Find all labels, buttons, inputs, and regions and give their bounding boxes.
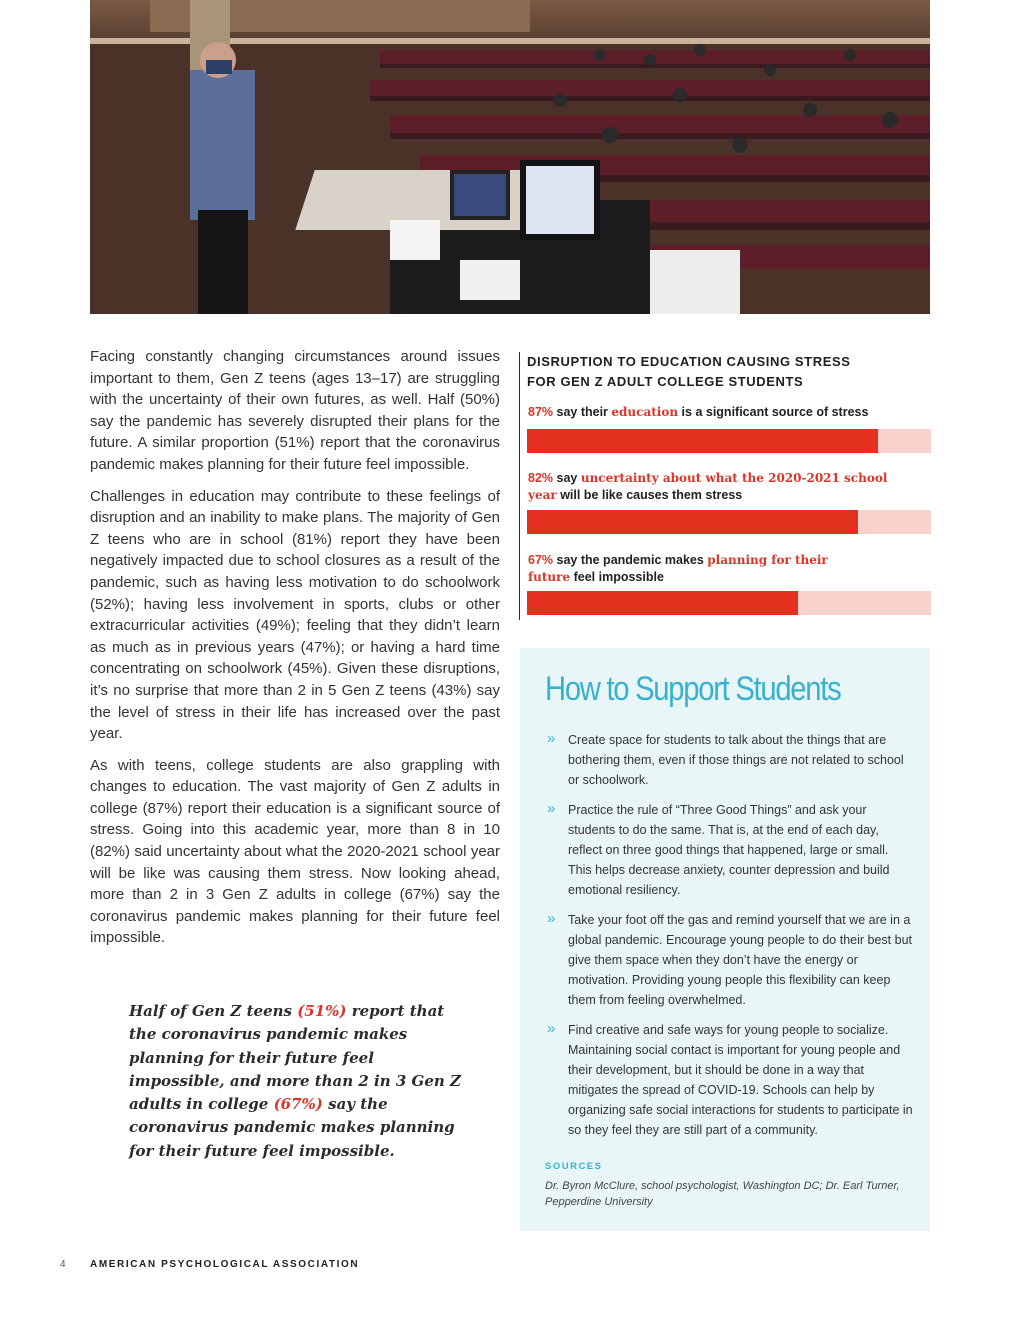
bar-pct: 82% [528,471,554,485]
bar-pct: 67% [528,553,554,567]
quote-highlight: (51%) [297,1002,347,1020]
bar-track [527,591,931,615]
body-paragraph: Challenges in education may contribute to these feelings of disruption and an inability to make plans. The majority of Gen Z teens who are in school (81%) report they have been negatively impacted due to school closures as a result of the pandemic, such as having less motivation to do schoolwork (52%); having less involvement in sports, clubs or other extracurricular activities (49%); feeling that they didn’t learn as much as in previous years (47%); or having a hard time concentrating on schoolwork (45%). Given these disruptions, it’s no surprise that more than 2 in 5 Gen Z teens (43%) say the level of stress in their life has increased over the past year. [90,487,500,743]
tip-item [545,910,915,1010]
sources-heading: SOURCES [545,1161,603,1172]
bar-text: feel impossible [570,569,664,584]
body-paragraph: As with teens, college students are also grappling with changes to education. The vast majority of Gen Z adults in college (87%) report their education is a significant source of stress. Going into this academic year, more than 8 in 10 (82%) said uncertainty about what the 2020-2021 school year will be like was causing them stress. Now looking ahead, more than 2 in 3 Gen Z adults in college (67%) say the coronavirus pandemic makes planning for their future feel impossible. [90,756,500,947]
bar-track [527,429,931,453]
bar-text: say their [553,405,612,419]
bar-fill [527,591,798,615]
body-text [90,346,500,959]
page-number: 4 [60,1259,66,1270]
tip-text: Take your foot off the gas and remind yourself that we are in a global pandemic. Encourage young people to do their best but give them space when they don’t have the energy or motivation. Providing young people this flexibility can keep them from feeling overwhelmed. [568,913,912,1007]
bar-text: is a significant source of stress [678,405,869,419]
lecture-hall-photo [90,0,930,314]
bar-fill [527,429,878,453]
bar-text: say [553,471,581,485]
bar-label [528,404,928,421]
chevron-right-icon: » [547,910,556,927]
tip-item [545,800,915,900]
footer-org: AMERICAN PSYCHOLOGICAL ASSOCIATION [90,1259,360,1270]
chevron-right-icon: » [547,730,556,747]
quote-highlight: (67%) [273,1095,323,1114]
bar-label [528,470,908,503]
quote-text: Half of Gen Z teens [129,1002,298,1020]
tips-list [545,730,915,1150]
pull-quote [129,1000,474,1163]
chevron-right-icon: » [547,800,556,817]
bar-pct: 87% [528,405,554,419]
panel-title: How to Support Students [545,670,841,708]
tip-text: Create space for students to talk about the things that are bothering them, even if those things are not related to school or schoolwork. [568,733,904,787]
bar-fill [527,510,858,534]
quote-text: say the coronavirus pandemic makes planning for their future feel impossible. [129,1095,455,1160]
chart-title-line-1: DISRUPTION TO EDUCATION CAUSING STRESS [527,354,851,369]
bar-track [527,510,931,534]
chevron-right-icon: » [547,1020,556,1037]
support-students-panel [520,648,930,1231]
tip-text: Practice the rule of “Three Good Things” and ask your students to do the same. That is, at the end of each day, reflect on three good things that happened, large or small. This helps decrease anxiety, counter depression and build emotional resiliency. [568,803,890,897]
tip-item [545,730,915,790]
quote-text: report that the coronavirus pandemic makes planning for their future feel impossible, and more than 2 in 3 Gen Z adults in college [129,1002,461,1114]
bar-text: will be like causes them stress [556,487,743,502]
tip-text: Find creative and safe ways for young people to socialize. Maintaining social contact is important for young people and their development, but it should be done in a way that mitigates the spread of COVID-19. Schools can help by organizing safe social interactions for students to participate in so they feel they are still part of a community. [568,1023,913,1137]
bar-label [528,552,868,585]
body-paragraph: Facing constantly changing circumstances around issues important to them, Gen Z teens (ages 13–17) are struggling with the uncertainty of their own futures, as well. Half (50%) say the pandemic has severely disrupted their plans for the future. A similar proportion (51%) report that the coronavirus pandemic makes planning for their future feel impossible. [90,348,500,473]
bar-text: say the pandemic makes [553,553,708,567]
sources-text: Dr. Byron McClure, school psychologist, Washington DC; Dr. Earl Turner, Pepperdine University [545,1180,900,1208]
bar-keyword: education [611,405,679,419]
chart-title-line-2: FOR GEN Z ADULT COLLEGE STUDENTS [527,374,804,389]
bar-keyword: uncertainty about what the 2020-2021 school year [528,471,888,502]
tip-item [545,1020,915,1140]
bar-keyword: planning for their future [528,553,828,584]
stress-chart [519,352,931,620]
